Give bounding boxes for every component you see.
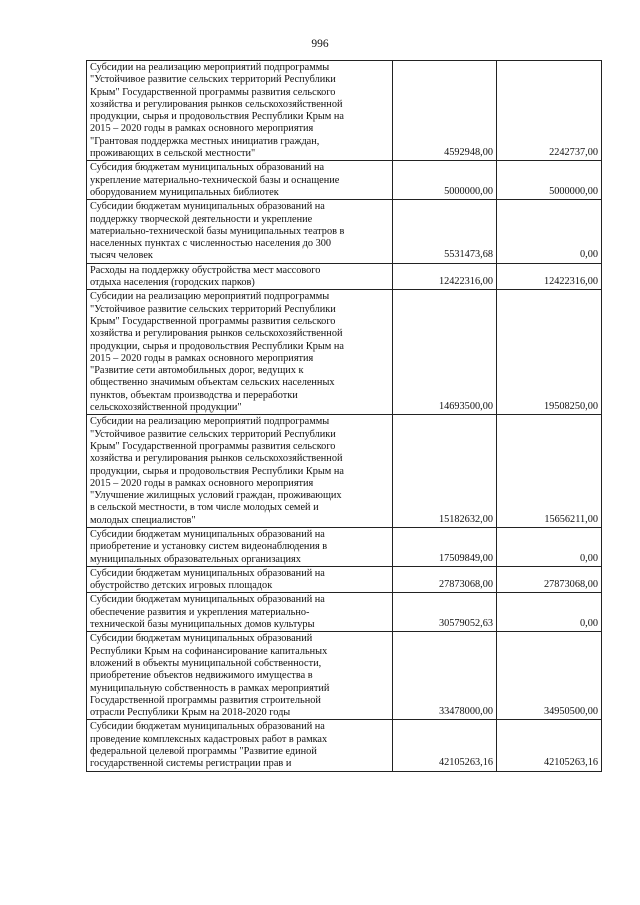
- row-description: Субсидия бюджетам муниципальных образований на укрепление материально-технической базы и оснащение оборудованием муниципальных библиотек: [87, 161, 393, 200]
- table-row: [87, 527, 602, 566]
- row-amount-1: 33478000,00: [393, 632, 497, 720]
- table-row: [87, 720, 602, 771]
- row-amount-2: 0,00: [497, 200, 602, 263]
- table-row: [87, 161, 602, 200]
- row-amount-2: 42105263,16: [497, 720, 602, 771]
- row-amount-1: 12422316,00: [393, 263, 497, 290]
- table-row: [87, 632, 602, 720]
- table-row: [87, 415, 602, 528]
- table-row: [87, 566, 602, 593]
- row-description: Субсидии на реализацию мероприятий подпрограммы "Устойчивое развитие сельских территорий Республики Крым" Государственной программы развития сельского хозяйства и регулирования рынков сельскохозяйственной продукции, сырья и продовольствия Республики Крым на 2015 – 2020 годы в рамках основного мероприятия "Грантовая поддержка местных инициатив граждан, проживающих в сельской местности": [87, 61, 393, 161]
- row-description: Субсидии на реализацию мероприятий подпрограммы "Устойчивое развитие сельских территорий Республики Крым" Государственной программы развития сельского хозяйства и регулирования рынков сельскохозяйственной продукции, сырья и продовольствия Республики Крым на 2015 – 2020 годы в рамках основного мероприятия "Улучшение жилищных условий граждан, проживающих в сельской местности, в том числе молодых семей и молодых специалистов": [87, 415, 393, 528]
- row-amount-1: 30579052,63: [393, 593, 497, 632]
- row-amount-1: 42105263,16: [393, 720, 497, 771]
- table-row: [87, 593, 602, 632]
- row-amount-2: 2242737,00: [497, 61, 602, 161]
- row-amount-1: 17509849,00: [393, 527, 497, 566]
- table-body: [87, 61, 602, 772]
- budget-table: [86, 60, 602, 772]
- row-description: Субсидии бюджетам муниципальных образований на поддержку творческой деятельности и укрепление материально-технической базы муниципальных театров в населенных пунктах с численностью населения до 300 тысяч человек: [87, 200, 393, 263]
- row-description: Субсидии бюджетам муниципальных образований Республики Крым на софинансирование капитальных вложений в объекты муниципальной собственности, приобретение объектов недвижимого имущества в муниципальную собственность в рамках мероприятий Государственной программы развития строительной отрасли Республики Крым на 2018-2020 годы: [87, 632, 393, 720]
- row-description: Субсидии бюджетам муниципальных образований на проведение комплексных кадастровых работ в рамках федеральной целевой программы "Развитие единой государственной системы регистрации прав и: [87, 720, 393, 771]
- row-description: Расходы на поддержку обустройства мест массового отдыха населения (городских парков): [87, 263, 393, 290]
- row-amount-1: 5531473,68: [393, 200, 497, 263]
- row-amount-1: 4592948,00: [393, 61, 497, 161]
- page-number: 996: [311, 38, 329, 50]
- row-amount-2: 15656211,00: [497, 415, 602, 528]
- row-amount-2: 0,00: [497, 593, 602, 632]
- table-row: [87, 263, 602, 290]
- row-amount-2: 27873068,00: [497, 566, 602, 593]
- row-description: Субсидии бюджетам муниципальных образований на приобретение и установку систем видеонаблюдения в муниципальных образовательных организациях: [87, 527, 393, 566]
- table-row: [87, 61, 602, 161]
- row-amount-1: 15182632,00: [393, 415, 497, 528]
- row-amount-2: 5000000,00: [497, 161, 602, 200]
- row-amount-2: 12422316,00: [497, 263, 602, 290]
- row-description: Субсидии на реализацию мероприятий подпрограммы "Устойчивое развитие сельских территорий Республики Крым" Государственной программы развития сельского хозяйства и регулирования рынков сельскохозяйственной продукции, сырья и продовольствия Республики Крым на 2015 – 2020 годы в рамках основного мероприятия "Развитие сети автомобильных дорог, ведущих к общественно значимым объектам сельских населенных пунктов, объектам производства и переработки сельскохозяйственной продукции": [87, 290, 393, 415]
- row-amount-1: 27873068,00: [393, 566, 497, 593]
- row-amount-1: 5000000,00: [393, 161, 497, 200]
- row-description: Субсидии бюджетам муниципальных образований на обеспечение развития и укрепления материально- технической базы муниципальных домов культуры: [87, 593, 393, 632]
- row-description: Субсидии бюджетам муниципальных образований на обустройство детских игровых площадок: [87, 566, 393, 593]
- table-row: [87, 290, 602, 415]
- row-amount-2: 19508250,00: [497, 290, 602, 415]
- row-amount-1: 14693500,00: [393, 290, 497, 415]
- row-amount-2: 0,00: [497, 527, 602, 566]
- table-row: [87, 200, 602, 263]
- row-amount-2: 34950500,00: [497, 632, 602, 720]
